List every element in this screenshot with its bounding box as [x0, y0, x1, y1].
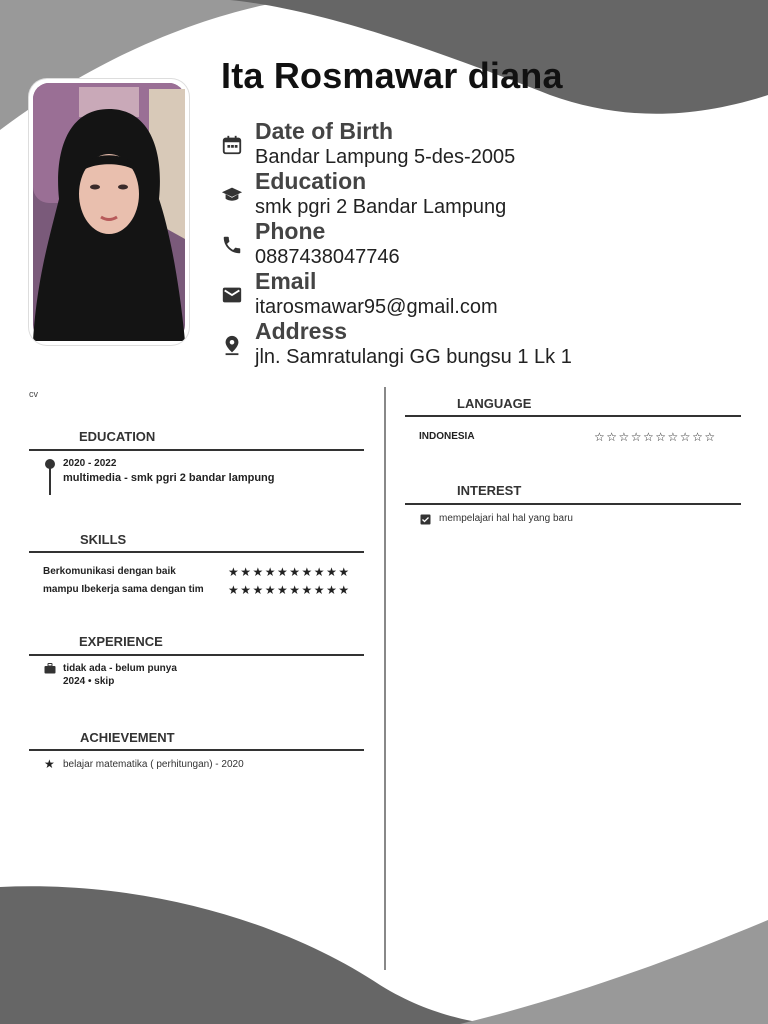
briefcase-icon: [44, 663, 56, 674]
skill-name: Berkomunikasi dengan baik: [43, 566, 176, 577]
skills-title: SKILLS: [80, 532, 127, 547]
interest-title: INTEREST: [457, 483, 522, 498]
location-pin-icon: [221, 334, 243, 356]
calendar-icon: [221, 134, 243, 156]
achievement-item: belajar matematika ( perhitungan) - 2020: [63, 759, 244, 770]
info-label: Date of Birth: [255, 118, 393, 144]
skill-name: mampu Ibekerja sama dengan tim: [43, 584, 204, 595]
education-years: 2020 - 2022: [63, 458, 117, 469]
interest-rule: [405, 503, 741, 505]
info-date-of-birth: [221, 118, 741, 168]
experience-line2: 2024 • skip: [63, 676, 115, 687]
language-title: LANGUAGE: [457, 396, 532, 411]
info-label: Email: [255, 268, 317, 294]
interest-item: mempelajari hal hal yang baru: [439, 513, 573, 524]
phone-icon: [221, 234, 243, 256]
info-email: [221, 268, 741, 318]
personal-info: [221, 118, 741, 368]
achievement-rule: [29, 749, 364, 751]
email-icon: [221, 284, 243, 306]
checkbox-checked-icon: [420, 514, 431, 525]
education-detail: multimedia - smk pgri 2 bandar lampung: [63, 472, 275, 484]
cv-tag: cv: [29, 389, 38, 399]
star-icon: ★: [44, 757, 55, 771]
timeline-marker-icon: [44, 458, 56, 496]
graduation-cap-icon: [221, 184, 243, 206]
info-label: Phone: [255, 218, 326, 244]
info-education: [221, 168, 741, 218]
language-rating-stars: ☆☆☆☆☆☆☆☆☆☆: [594, 430, 717, 444]
experience-rule: [29, 654, 364, 656]
education-rule: [29, 449, 364, 451]
achievement-title: ACHIEVEMENT: [80, 730, 175, 745]
language-rule: [405, 415, 741, 417]
education-title: EDUCATION: [79, 429, 156, 444]
info-value: smk pgri 2 Bandar Lampung: [255, 196, 507, 218]
info-value: 0887438047746: [255, 246, 400, 268]
experience-line1: tidak ada - belum punya: [63, 663, 177, 674]
language-name: INDONESIA: [419, 431, 475, 442]
experience-title: EXPERIENCE: [79, 634, 163, 649]
info-label: Education: [255, 168, 367, 194]
info-address: [221, 318, 741, 368]
skill-rating-stars: ★★★★★★★★★★: [228, 583, 351, 597]
profile-photo: [29, 79, 189, 345]
skill-rating-stars: ★★★★★★★★★★: [228, 565, 351, 579]
skills-rule: [29, 551, 364, 553]
candidate-name: Ita Rosmawar diana: [221, 55, 563, 96]
info-value: Bandar Lampung 5-des-2005: [255, 146, 516, 168]
column-divider: [384, 387, 386, 970]
info-phone: [221, 218, 741, 268]
info-value: jln. Samratulangi GG bungsu 1 Lk 1: [255, 346, 572, 368]
info-value: itarosmawar95@gmail.com: [255, 296, 498, 318]
info-label: Address: [255, 318, 348, 344]
